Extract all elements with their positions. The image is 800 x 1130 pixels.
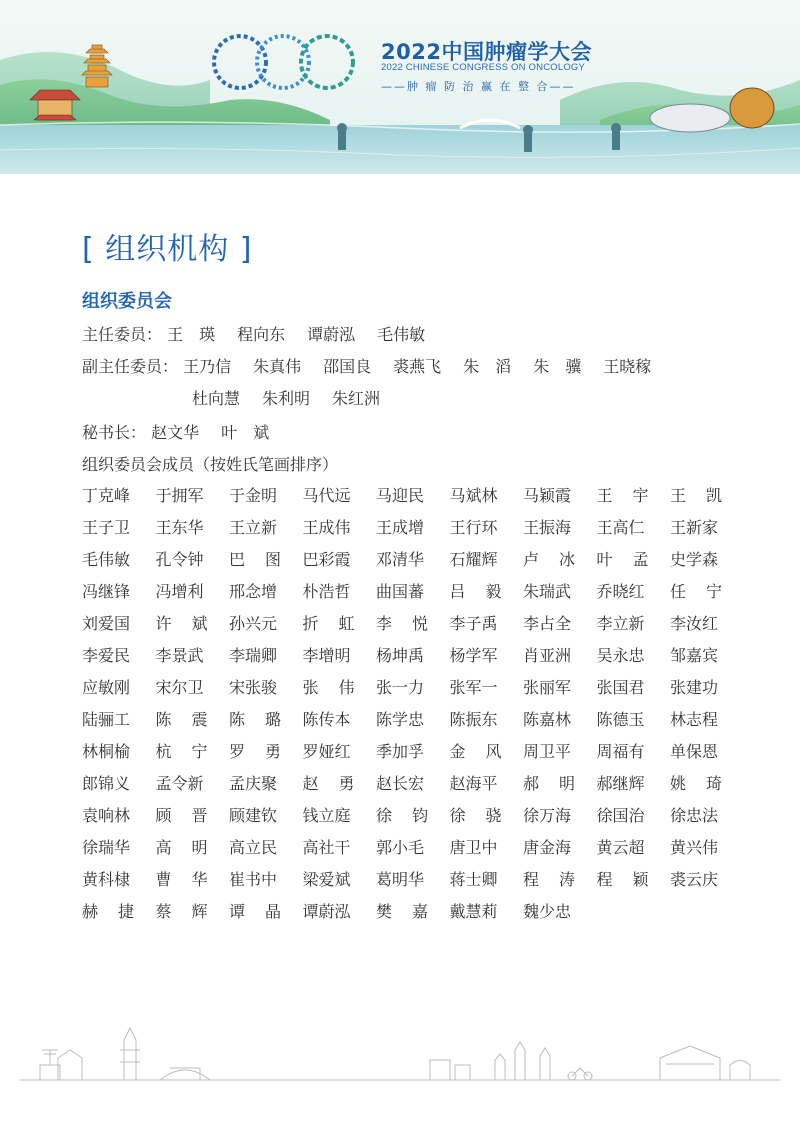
member-name: 张国君 xyxy=(596,678,645,697)
page-title: [ 组织机构 ] xyxy=(82,232,253,267)
chair-names xyxy=(162,325,447,344)
member-name: 单保恩 xyxy=(670,742,719,761)
member-name: 姚 琦 xyxy=(670,774,722,793)
member-name: 李占全 xyxy=(523,614,572,633)
secretary-line xyxy=(82,420,291,443)
member-name: 葛明华 xyxy=(376,870,425,889)
member-name: 巴 图 xyxy=(229,550,281,569)
member-name: 唐金海 xyxy=(523,838,572,857)
member-name: 王行环 xyxy=(449,518,498,537)
member-name: 唐卫中 xyxy=(449,838,498,857)
member-name: 邹嘉宾 xyxy=(670,646,719,665)
member-name: 冯继锋 xyxy=(82,582,131,601)
member-name: 周卫平 xyxy=(523,742,572,761)
name: 王晓稼 xyxy=(603,357,652,376)
name: 赵文华 xyxy=(151,423,200,442)
member-name: 曲国蕃 xyxy=(376,582,425,601)
member-name: 程 涛 xyxy=(523,870,575,889)
name: 谭蔚泓 xyxy=(307,325,356,344)
committee-title: 组织委员会 xyxy=(82,291,172,312)
name: 毛伟敏 xyxy=(377,325,426,344)
member-name: 罗 勇 xyxy=(229,742,281,761)
member-name: 孔令钟 xyxy=(155,550,204,569)
member-name: 李增明 xyxy=(302,646,351,665)
name: 朱利明 xyxy=(262,389,311,408)
member-name: 崔书中 xyxy=(229,870,278,889)
vice-chair-line-2 xyxy=(192,386,402,409)
member-name: 郭小毛 xyxy=(376,838,425,857)
chair-label: 主任委员： xyxy=(82,325,163,344)
member-name: 郎锦义 xyxy=(82,774,131,793)
member-name: 顾建钦 xyxy=(229,806,278,825)
member-name: 陈 璐 xyxy=(229,710,281,729)
secretary-names xyxy=(146,423,291,442)
member-name: 孟令新 xyxy=(155,774,204,793)
member-name: 刘爱国 xyxy=(82,614,131,633)
member-name: 赵海平 xyxy=(449,774,498,793)
member-name: 肖亚洲 xyxy=(523,646,572,665)
member-name: 折 虹 xyxy=(302,614,355,633)
member-name: 樊 嘉 xyxy=(376,902,428,921)
member-name: 陈振东 xyxy=(449,710,498,729)
member-name: 赫 捷 xyxy=(82,902,134,921)
member-name: 周福有 xyxy=(596,742,645,761)
name: 王乃信 xyxy=(183,357,232,376)
member-name: 张 伟 xyxy=(302,678,355,697)
member-name: 黄兴伟 xyxy=(670,838,719,857)
member-name: 张丽军 xyxy=(523,678,572,697)
member-name: 徐 钧 xyxy=(376,806,428,825)
member-name: 杨坤禹 xyxy=(376,646,425,665)
member-name: 吕 毅 xyxy=(449,582,502,601)
name: 程向东 xyxy=(237,325,286,344)
member-name: 许 斌 xyxy=(155,614,208,633)
name: 裘燕飞 xyxy=(393,357,442,376)
name: 杜向慧 xyxy=(192,389,241,408)
member-name: 袁响林 xyxy=(82,806,131,825)
vice-chair-names-2 xyxy=(192,389,402,408)
member-name: 王立新 xyxy=(229,518,278,537)
member-name: 应敏刚 xyxy=(82,678,131,697)
member-name: 卢 冰 xyxy=(523,550,575,569)
member-name: 于金明 xyxy=(229,486,278,505)
member-name: 罗娅红 xyxy=(302,742,351,761)
name: 朱 骥 xyxy=(533,357,582,376)
name: 邵国良 xyxy=(323,357,372,376)
member-name: 郝 明 xyxy=(523,774,575,793)
footer-skyline-illustration xyxy=(0,1020,800,1130)
member-name: 马颖霞 xyxy=(523,486,572,505)
member-name: 赵 勇 xyxy=(302,774,355,793)
member-name: 黄云超 xyxy=(596,838,645,857)
member-name: 程 颖 xyxy=(596,870,649,889)
member-name: 吴永忠 xyxy=(596,646,645,665)
member-name: 朱瑞武 xyxy=(523,582,572,601)
member-name: 张军一 xyxy=(449,678,498,697)
secretary-label: 秘书长： xyxy=(82,423,147,442)
member-name: 徐瑞华 xyxy=(82,838,131,857)
name: 叶 斌 xyxy=(221,423,270,442)
member-name: 徐 骁 xyxy=(449,806,502,825)
member-name: 陈嘉林 xyxy=(523,710,572,729)
vice-chair-names xyxy=(178,357,673,376)
member-name: 李爱民 xyxy=(82,646,131,665)
member-name: 张一力 xyxy=(376,678,425,697)
member-name: 梁爱斌 xyxy=(302,870,351,889)
header-banner xyxy=(0,0,800,174)
chair-line xyxy=(82,322,447,345)
member-name: 马斌林 xyxy=(449,486,498,505)
member-name: 王新家 xyxy=(670,518,719,537)
congress-title: 2022中国肿瘤学大会 xyxy=(381,40,592,64)
member-name: 黄科棣 xyxy=(82,870,131,889)
member-name: 蒋士卿 xyxy=(449,870,498,889)
members-label: 组织委员会成员（按姓氏笔画排序） xyxy=(82,455,339,474)
name: 朱红洲 xyxy=(332,389,381,408)
member-name: 金 风 xyxy=(449,742,502,761)
member-name: 曹 华 xyxy=(155,870,208,889)
vice-chair-label: 副主任委员： xyxy=(82,357,179,376)
name: 朱 滔 xyxy=(463,357,512,376)
member-name: 魏少忠 xyxy=(523,902,572,921)
member-name: 任 宁 xyxy=(670,582,722,601)
member-name: 陈德玉 xyxy=(596,710,645,729)
member-name: 林桐榆 xyxy=(82,742,131,761)
member-name: 徐国治 xyxy=(596,806,645,825)
member-name: 丁克峰 xyxy=(82,486,131,505)
member-name: 裘云庆 xyxy=(670,870,719,889)
member-name: 乔晓红 xyxy=(596,582,645,601)
member-name: 季加孚 xyxy=(376,742,425,761)
member-name: 史学森 xyxy=(670,550,719,569)
member-name: 王高仁 xyxy=(596,518,645,537)
member-name: 李子禹 xyxy=(449,614,498,633)
name: 朱真伟 xyxy=(253,357,302,376)
member-name: 戴慧莉 xyxy=(449,902,498,921)
member-name: 郝继辉 xyxy=(596,774,645,793)
vice-chair-line xyxy=(82,354,673,377)
member-name: 赵长宏 xyxy=(376,774,425,793)
member-name: 徐忠法 xyxy=(670,806,719,825)
member-name: 陈学忠 xyxy=(376,710,425,729)
member-name: 冯增利 xyxy=(155,582,204,601)
member-name: 李汝红 xyxy=(670,614,719,633)
member-name: 李瑞卿 xyxy=(229,646,278,665)
member-name: 李 悦 xyxy=(376,614,428,633)
member-name: 王东华 xyxy=(155,518,204,537)
member-name: 高 明 xyxy=(155,838,208,857)
member-name: 石耀辉 xyxy=(449,550,498,569)
member-name: 王子卫 xyxy=(82,518,131,537)
member-name: 顾 晋 xyxy=(155,806,208,825)
member-name: 张建功 xyxy=(670,678,719,697)
member-name: 徐万海 xyxy=(523,806,572,825)
member-name: 宋张骏 xyxy=(229,678,278,697)
member-name: 马迎民 xyxy=(376,486,425,505)
member-name: 宋尔卫 xyxy=(155,678,204,697)
member-name: 叶 孟 xyxy=(596,550,649,569)
member-name: 王振海 xyxy=(523,518,572,537)
member-name: 王成伟 xyxy=(302,518,351,537)
member-name: 谭 晶 xyxy=(229,902,281,921)
member-name: 巴彩霞 xyxy=(302,550,351,569)
member-name: 钱立庭 xyxy=(302,806,351,825)
member-name: 孙兴元 xyxy=(229,614,278,633)
member-name: 陈传本 xyxy=(302,710,351,729)
member-name: 邢念增 xyxy=(229,582,278,601)
member-name: 陈 震 xyxy=(155,710,208,729)
name: 王 瑛 xyxy=(167,325,216,344)
member-name: 谭蔚泓 xyxy=(302,902,351,921)
member-name: 林志程 xyxy=(670,710,719,729)
member-name: 李景武 xyxy=(155,646,204,665)
member-name: 高立民 xyxy=(229,838,278,857)
member-name: 李立新 xyxy=(596,614,645,633)
member-name: 邓清华 xyxy=(376,550,425,569)
member-name: 蔡 辉 xyxy=(155,902,208,921)
member-name: 王 宇 xyxy=(596,486,649,505)
member-name: 杨学军 xyxy=(449,646,498,665)
member-name: 于拥军 xyxy=(155,486,204,505)
congress-slogan: ——肿 瘤 防 治 赢 在 整 合—— xyxy=(381,80,576,93)
member-name: 王成增 xyxy=(376,518,425,537)
member-name: 马代远 xyxy=(302,486,351,505)
member-name: 高社干 xyxy=(302,838,351,857)
congress-subtitle: 2022 CHINESE CONGRESS ON ONCOLOGY xyxy=(381,62,586,73)
member-name: 王 凯 xyxy=(670,486,722,505)
member-name: 杭 宁 xyxy=(155,742,208,761)
member-name: 孟庆聚 xyxy=(229,774,278,793)
member-name: 毛伟敏 xyxy=(82,550,131,569)
member-name: 陆骊工 xyxy=(82,710,131,729)
member-name: 朴浩哲 xyxy=(302,582,351,601)
